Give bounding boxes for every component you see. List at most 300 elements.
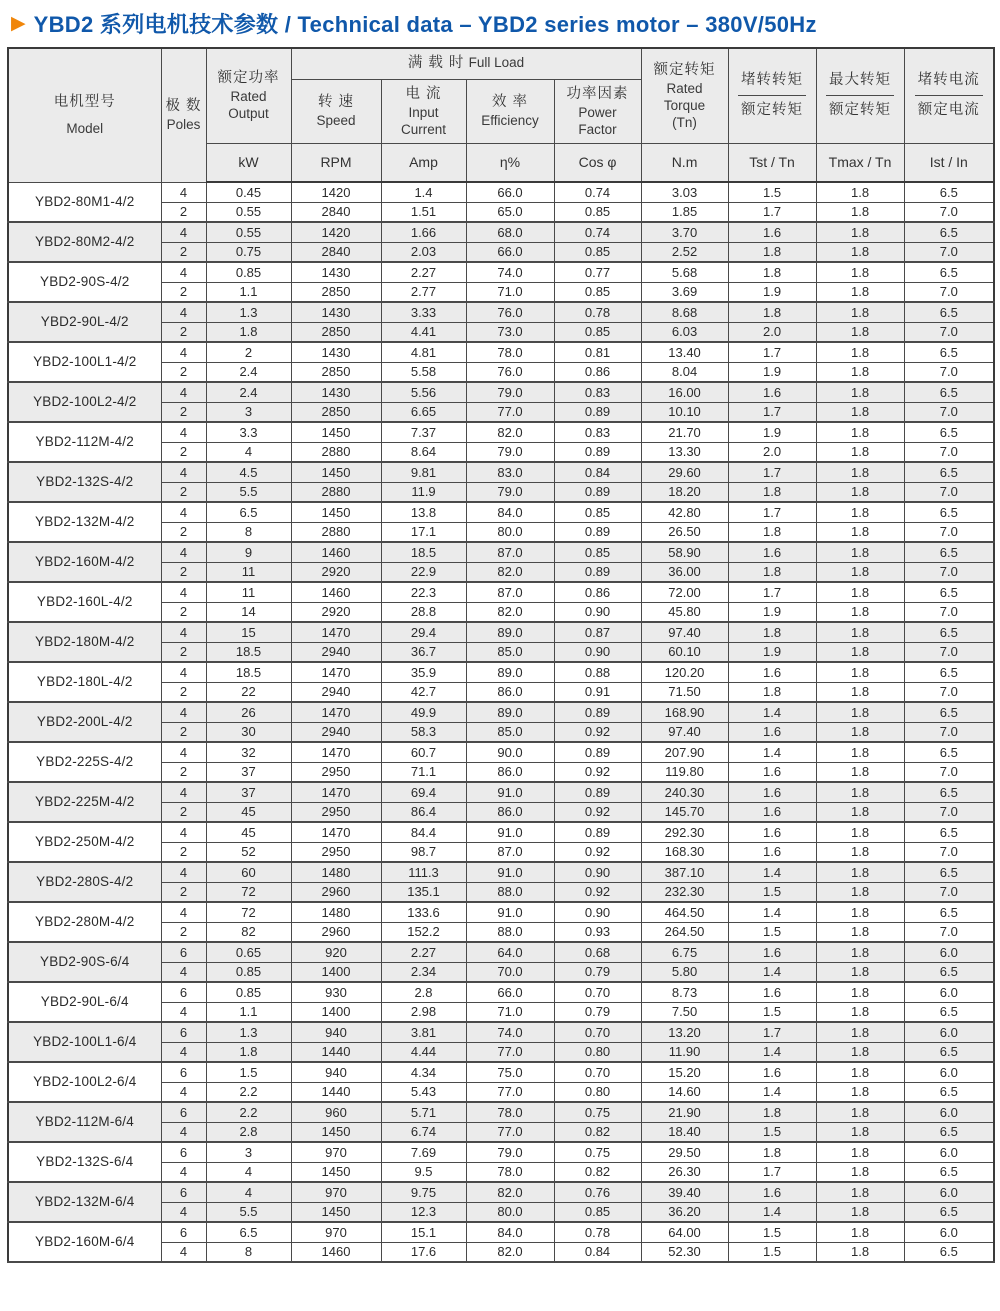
data-cell: 1.4 — [381, 182, 466, 202]
data-cell: 7.0 — [904, 922, 994, 942]
data-cell: 2.0 — [728, 322, 816, 342]
data-cell: 77.0 — [466, 1042, 554, 1062]
header-rated-torque-zh: 额定转矩 — [653, 61, 716, 78]
data-cell: 22.9 — [381, 562, 466, 582]
data-cell: 1.8 — [816, 762, 904, 782]
data-cell: 6.0 — [904, 1142, 994, 1162]
data-cell: 64.0 — [466, 942, 554, 962]
poles-cell: 2 — [161, 842, 206, 862]
data-cell: 89.0 — [466, 702, 554, 722]
poles-cell: 4 — [161, 1162, 206, 1182]
data-cell: 6.5 — [904, 662, 994, 682]
data-cell: 1.8 — [816, 802, 904, 822]
data-cell: 45 — [206, 802, 291, 822]
data-cell: 3.03 — [641, 182, 728, 202]
data-cell: 0.83 — [554, 382, 641, 402]
data-cell: 4 — [206, 442, 291, 462]
data-cell: 0.92 — [554, 842, 641, 862]
poles-cell: 4 — [161, 462, 206, 482]
data-cell: 111.3 — [381, 862, 466, 882]
poles-cell: 2 — [161, 562, 206, 582]
data-cell: 0.92 — [554, 722, 641, 742]
data-cell: 86.0 — [466, 802, 554, 822]
header-rated-output — [206, 48, 291, 143]
data-cell: 0.85 — [206, 962, 291, 982]
data-cell: 1420 — [291, 222, 381, 242]
data-cell: 37 — [206, 762, 291, 782]
data-cell: 1.6 — [728, 982, 816, 1002]
data-cell: 264.50 — [641, 922, 728, 942]
data-cell: 0.77 — [554, 262, 641, 282]
data-cell: 1.8 — [816, 1242, 904, 1262]
data-cell: 2940 — [291, 722, 381, 742]
table-row — [8, 1102, 994, 1122]
header-power-factor-zh: 功率因素 — [566, 85, 629, 102]
data-cell: 1.7 — [728, 462, 816, 482]
data-cell: 0.55 — [206, 202, 291, 222]
data-cell: 1.7 — [728, 502, 816, 522]
data-cell: 84.0 — [466, 502, 554, 522]
data-cell: 1.8 — [816, 322, 904, 342]
data-cell: 2 — [206, 342, 291, 362]
table-row — [8, 862, 994, 882]
poles-cell: 2 — [161, 202, 206, 222]
data-cell: 60.10 — [641, 642, 728, 662]
data-cell: 1.8 — [728, 562, 816, 582]
data-cell: 86.0 — [466, 762, 554, 782]
header-model-zh: 电机型号 — [53, 94, 116, 111]
data-cell: 6.5 — [904, 1242, 994, 1262]
data-cell: 0.90 — [554, 642, 641, 662]
data-cell: 6.5 — [904, 382, 994, 402]
model-cell: YBD2-80M2-4/2 — [8, 222, 161, 262]
poles-cell: 6 — [161, 982, 206, 1002]
data-cell: 6.5 — [904, 822, 994, 842]
data-cell: 58.90 — [641, 542, 728, 562]
data-cell: 6.5 — [904, 1162, 994, 1182]
data-cell: 7.0 — [904, 722, 994, 742]
poles-cell: 2 — [161, 802, 206, 822]
data-cell: 82.0 — [466, 422, 554, 442]
header-tmax-denominator: 额定转矩 — [829, 102, 892, 119]
data-cell: 2850 — [291, 282, 381, 302]
model-cell: YBD2-100L2-4/2 — [8, 382, 161, 422]
poles-cell: 4 — [161, 662, 206, 682]
poles-cell: 2 — [161, 242, 206, 262]
data-cell: 1.8 — [816, 1222, 904, 1242]
header-power-factor-en2: Factor — [578, 121, 617, 137]
data-cell: 0.89 — [554, 822, 641, 842]
data-cell: 1430 — [291, 262, 381, 282]
data-cell: 1.8 — [816, 1142, 904, 1162]
data-cell: 1.5 — [728, 882, 816, 902]
data-cell: 0.85 — [554, 322, 641, 342]
data-cell: 1.7 — [728, 582, 816, 602]
data-cell: 6.5 — [904, 542, 994, 562]
model-cell: YBD2-100L1-6/4 — [8, 1022, 161, 1062]
data-cell: 1.8 — [816, 362, 904, 382]
table-row — [8, 302, 994, 322]
data-cell: 0.87 — [554, 622, 641, 642]
data-cell: 1400 — [291, 1002, 381, 1022]
data-cell: 6.5 — [904, 862, 994, 882]
header-tmax-numerator: 最大转矩 — [826, 71, 894, 96]
data-cell: 240.30 — [641, 782, 728, 802]
data-cell: 32 — [206, 742, 291, 762]
data-cell: 1.8 — [816, 682, 904, 702]
header-rated-torque — [641, 48, 728, 143]
data-cell: 1400 — [291, 962, 381, 982]
data-cell: 0.89 — [554, 562, 641, 582]
data-cell: 7.0 — [904, 842, 994, 862]
data-cell: 1.6 — [728, 222, 816, 242]
data-cell: 1420 — [291, 182, 381, 202]
header-power-factor — [554, 79, 641, 143]
data-cell: 26.50 — [641, 522, 728, 542]
data-cell: 13.30 — [641, 442, 728, 462]
data-cell: 1.8 — [816, 382, 904, 402]
data-cell: 6.0 — [904, 942, 994, 962]
table-row — [8, 902, 994, 922]
poles-cell: 4 — [161, 702, 206, 722]
data-cell: 0.90 — [554, 862, 641, 882]
data-cell: 0.89 — [554, 402, 641, 422]
model-cell: YBD2-180M-4/2 — [8, 622, 161, 662]
data-cell: 69.4 — [381, 782, 466, 802]
data-cell: 6.0 — [904, 982, 994, 1002]
data-cell: 14 — [206, 602, 291, 622]
header-poles-en: Poles — [166, 117, 201, 133]
data-cell: 70.0 — [466, 962, 554, 982]
data-cell: 1.8 — [816, 522, 904, 542]
data-cell: 0.80 — [554, 1082, 641, 1102]
data-cell: 7.0 — [904, 482, 994, 502]
data-cell: 1.9 — [728, 282, 816, 302]
data-cell: 13.20 — [641, 1022, 728, 1042]
data-cell: 1.8 — [816, 222, 904, 242]
header-current-en2: Current — [400, 121, 446, 137]
data-cell: 8.73 — [641, 982, 728, 1002]
data-cell: 464.50 — [641, 902, 728, 922]
data-cell: 1.7 — [728, 1162, 816, 1182]
data-cell: 1.4 — [728, 862, 816, 882]
data-cell: 1.8 — [816, 602, 904, 622]
data-cell: 1450 — [291, 1162, 381, 1182]
data-cell: 5.58 — [381, 362, 466, 382]
data-cell: 82 — [206, 922, 291, 942]
poles-cell: 4 — [161, 582, 206, 602]
data-cell: 79.0 — [466, 382, 554, 402]
data-cell: 970 — [291, 1182, 381, 1202]
data-cell: 6.74 — [381, 1122, 466, 1142]
data-cell: 0.55 — [206, 222, 291, 242]
data-cell: 1460 — [291, 1242, 381, 1262]
data-cell: 1.8 — [816, 542, 904, 562]
data-cell: 7.0 — [904, 442, 994, 462]
data-cell: 74.0 — [466, 262, 554, 282]
data-cell: 0.89 — [554, 442, 641, 462]
data-cell: 1.7 — [728, 1022, 816, 1042]
data-cell: 2.8 — [381, 982, 466, 1002]
data-cell: 1.8 — [728, 1142, 816, 1162]
poles-cell: 6 — [161, 942, 206, 962]
data-cell: 1430 — [291, 382, 381, 402]
data-cell: 79.0 — [466, 482, 554, 502]
data-cell: 97.40 — [641, 622, 728, 642]
table-row — [8, 782, 994, 802]
unit-ist-in: Ist / In — [904, 143, 994, 182]
data-cell: 12.3 — [381, 1202, 466, 1222]
unit-amp: Amp — [381, 143, 466, 182]
data-cell: 28.8 — [381, 602, 466, 622]
model-cell: YBD2-112M-4/2 — [8, 422, 161, 462]
data-cell: 84.0 — [466, 1222, 554, 1242]
data-cell: 6.5 — [904, 222, 994, 242]
model-cell: YBD2-90S-6/4 — [8, 942, 161, 982]
data-cell: 1.5 — [728, 1122, 816, 1142]
data-cell: 1.5 — [728, 1002, 816, 1022]
data-cell: 1.6 — [728, 382, 816, 402]
poles-cell: 2 — [161, 482, 206, 502]
data-cell: 940 — [291, 1062, 381, 1082]
header-band-row — [8, 48, 994, 79]
model-cell: YBD2-90S-4/2 — [8, 262, 161, 302]
data-cell: 73.0 — [466, 322, 554, 342]
spacer — [9, 112, 161, 120]
data-cell: 8.64 — [381, 442, 466, 462]
data-cell: 0.84 — [554, 1242, 641, 1262]
data-cell: 1.8 — [816, 902, 904, 922]
data-cell: 7.0 — [904, 882, 994, 902]
data-cell: 6.5 — [904, 962, 994, 982]
data-cell: 1.6 — [728, 822, 816, 842]
data-cell: 207.90 — [641, 742, 728, 762]
poles-cell: 6 — [161, 1062, 206, 1082]
data-cell: 4 — [206, 1182, 291, 1202]
header-current-en1: Input — [408, 104, 439, 120]
data-cell: 1480 — [291, 862, 381, 882]
data-cell: 77.0 — [466, 1082, 554, 1102]
data-cell: 6.5 — [904, 1002, 994, 1022]
data-cell: 85.0 — [466, 722, 554, 742]
data-cell: 0.88 — [554, 662, 641, 682]
data-cell: 7.0 — [904, 562, 994, 582]
data-cell: 0.92 — [554, 802, 641, 822]
data-cell: 930 — [291, 982, 381, 1002]
data-cell: 6.0 — [904, 1182, 994, 1202]
data-cell: 2950 — [291, 842, 381, 862]
data-cell: 1.8 — [816, 502, 904, 522]
data-cell: 1.6 — [728, 762, 816, 782]
data-cell: 1.8 — [816, 662, 904, 682]
data-cell: 5.71 — [381, 1102, 466, 1122]
data-cell: 1.8 — [816, 942, 904, 962]
poles-cell: 2 — [161, 882, 206, 902]
data-cell: 36.00 — [641, 562, 728, 582]
poles-cell: 4 — [161, 502, 206, 522]
data-cell: 2950 — [291, 802, 381, 822]
data-cell: 1.8 — [728, 482, 816, 502]
data-cell: 2.52 — [641, 242, 728, 262]
data-cell: 0.79 — [554, 1002, 641, 1022]
data-cell: 1.8 — [816, 262, 904, 282]
data-cell: 22.3 — [381, 582, 466, 602]
data-cell: 52 — [206, 842, 291, 862]
table-row — [8, 502, 994, 522]
data-cell: 13.8 — [381, 502, 466, 522]
data-cell: 1.4 — [728, 902, 816, 922]
poles-cell: 6 — [161, 1222, 206, 1242]
data-cell: 0.89 — [554, 702, 641, 722]
header-power-factor-en1: Power — [578, 104, 617, 120]
data-cell: 4.5 — [206, 462, 291, 482]
data-cell: 6.5 — [904, 782, 994, 802]
header-tmax-ratio — [816, 48, 904, 143]
data-cell: 21.90 — [641, 1102, 728, 1122]
table-row — [8, 542, 994, 562]
data-cell: 7.0 — [904, 602, 994, 622]
data-cell: 1430 — [291, 302, 381, 322]
table-row — [8, 822, 994, 842]
data-cell: 232.30 — [641, 882, 728, 902]
data-cell: 2850 — [291, 322, 381, 342]
data-cell: 2850 — [291, 402, 381, 422]
data-cell: 0.45 — [206, 182, 291, 202]
data-cell: 1.6 — [728, 1182, 816, 1202]
model-cell: YBD2-132M-6/4 — [8, 1182, 161, 1222]
data-cell: 1470 — [291, 742, 381, 762]
poles-cell: 4 — [161, 822, 206, 842]
data-cell: 960 — [291, 1102, 381, 1122]
poles-cell: 4 — [161, 382, 206, 402]
model-cell: YBD2-225S-4/2 — [8, 742, 161, 782]
data-cell: 6.5 — [904, 1042, 994, 1062]
data-cell: 1.8 — [816, 562, 904, 582]
data-cell: 82.0 — [466, 602, 554, 622]
data-cell: 8 — [206, 522, 291, 542]
data-cell: 0.81 — [554, 342, 641, 362]
data-cell: 1.8 — [728, 1102, 816, 1122]
data-cell: 11 — [206, 582, 291, 602]
data-cell: 79.0 — [466, 1142, 554, 1162]
model-cell: YBD2-160M-6/4 — [8, 1222, 161, 1262]
data-cell: 1.8 — [816, 642, 904, 662]
header-speed-en: Speed — [316, 113, 356, 128]
data-cell: 26 — [206, 702, 291, 722]
model-cell: YBD2-112M-6/4 — [8, 1102, 161, 1142]
data-cell: 29.50 — [641, 1142, 728, 1162]
poles-cell: 4 — [161, 1042, 206, 1062]
data-cell: 82.0 — [466, 1182, 554, 1202]
data-cell: 42.7 — [381, 682, 466, 702]
data-cell: 7.0 — [904, 282, 994, 302]
data-cell: 2960 — [291, 882, 381, 902]
data-cell: 152.2 — [381, 922, 466, 942]
data-cell: 6.5 — [904, 702, 994, 722]
data-cell: 2840 — [291, 202, 381, 222]
poles-cell: 4 — [161, 422, 206, 442]
model-cell: YBD2-250M-4/2 — [8, 822, 161, 862]
table-row — [8, 1182, 994, 1202]
data-cell: 8.68 — [641, 302, 728, 322]
data-cell: 82.0 — [466, 1242, 554, 1262]
data-cell: 88.0 — [466, 922, 554, 942]
data-cell: 45.80 — [641, 602, 728, 622]
data-cell: 1.4 — [728, 1042, 816, 1062]
data-cell: 4 — [206, 1162, 291, 1182]
data-cell: 2920 — [291, 562, 381, 582]
data-cell: 1440 — [291, 1042, 381, 1062]
data-cell: 91.0 — [466, 822, 554, 842]
data-cell: 1460 — [291, 582, 381, 602]
data-cell: 168.90 — [641, 702, 728, 722]
data-cell: 5.5 — [206, 482, 291, 502]
data-cell: 0.89 — [554, 482, 641, 502]
data-cell: 6.5 — [904, 422, 994, 442]
data-cell: 80.0 — [466, 522, 554, 542]
data-cell: 76.0 — [466, 362, 554, 382]
data-cell: 18.5 — [381, 542, 466, 562]
data-cell: 11.90 — [641, 1042, 728, 1062]
data-cell: 74.0 — [466, 1022, 554, 1042]
data-cell: 2.27 — [381, 262, 466, 282]
header-rated-output-zh: 额定功率 — [217, 70, 280, 87]
poles-cell: 4 — [161, 742, 206, 762]
data-cell: 7.0 — [904, 642, 994, 662]
data-cell: 0.78 — [554, 302, 641, 322]
data-cell: 15.20 — [641, 1062, 728, 1082]
data-cell: 2920 — [291, 602, 381, 622]
header-rated-torque-en1: Rated — [666, 80, 703, 96]
data-cell: 71.0 — [466, 282, 554, 302]
table-row — [8, 942, 994, 962]
data-cell: 135.1 — [381, 882, 466, 902]
data-cell: 66.0 — [466, 182, 554, 202]
model-cell: YBD2-100L1-4/2 — [8, 342, 161, 382]
poles-cell: 4 — [161, 182, 206, 202]
data-cell: 1450 — [291, 1202, 381, 1222]
data-cell: 36.7 — [381, 642, 466, 662]
poles-cell: 2 — [161, 282, 206, 302]
data-cell: 1.9 — [728, 642, 816, 662]
data-cell: 2960 — [291, 922, 381, 942]
data-cell: 6.0 — [904, 1062, 994, 1082]
header-full-load-en: Full Load — [468, 55, 525, 71]
table-row — [8, 222, 994, 242]
data-cell: 8.04 — [641, 362, 728, 382]
data-cell: 6.5 — [904, 1082, 994, 1102]
data-cell: 6.0 — [904, 1222, 994, 1242]
data-cell: 0.82 — [554, 1122, 641, 1142]
data-cell: 42.80 — [641, 502, 728, 522]
data-cell: 30 — [206, 722, 291, 742]
data-cell: 7.69 — [381, 1142, 466, 1162]
data-cell: 1.6 — [728, 1062, 816, 1082]
table-row — [8, 422, 994, 442]
model-cell: YBD2-180L-4/2 — [8, 662, 161, 702]
data-cell: 5.43 — [381, 1082, 466, 1102]
data-cell: 3 — [206, 1142, 291, 1162]
data-cell: 0.86 — [554, 362, 641, 382]
data-cell: 1.4 — [728, 702, 816, 722]
data-cell: 5.68 — [641, 262, 728, 282]
unit-rpm: RPM — [291, 143, 381, 182]
data-cell: 6.5 — [904, 1202, 994, 1222]
data-cell: 0.65 — [206, 942, 291, 962]
data-cell: 13.40 — [641, 342, 728, 362]
data-cell: 1.8 — [816, 242, 904, 262]
poles-cell: 2 — [161, 442, 206, 462]
